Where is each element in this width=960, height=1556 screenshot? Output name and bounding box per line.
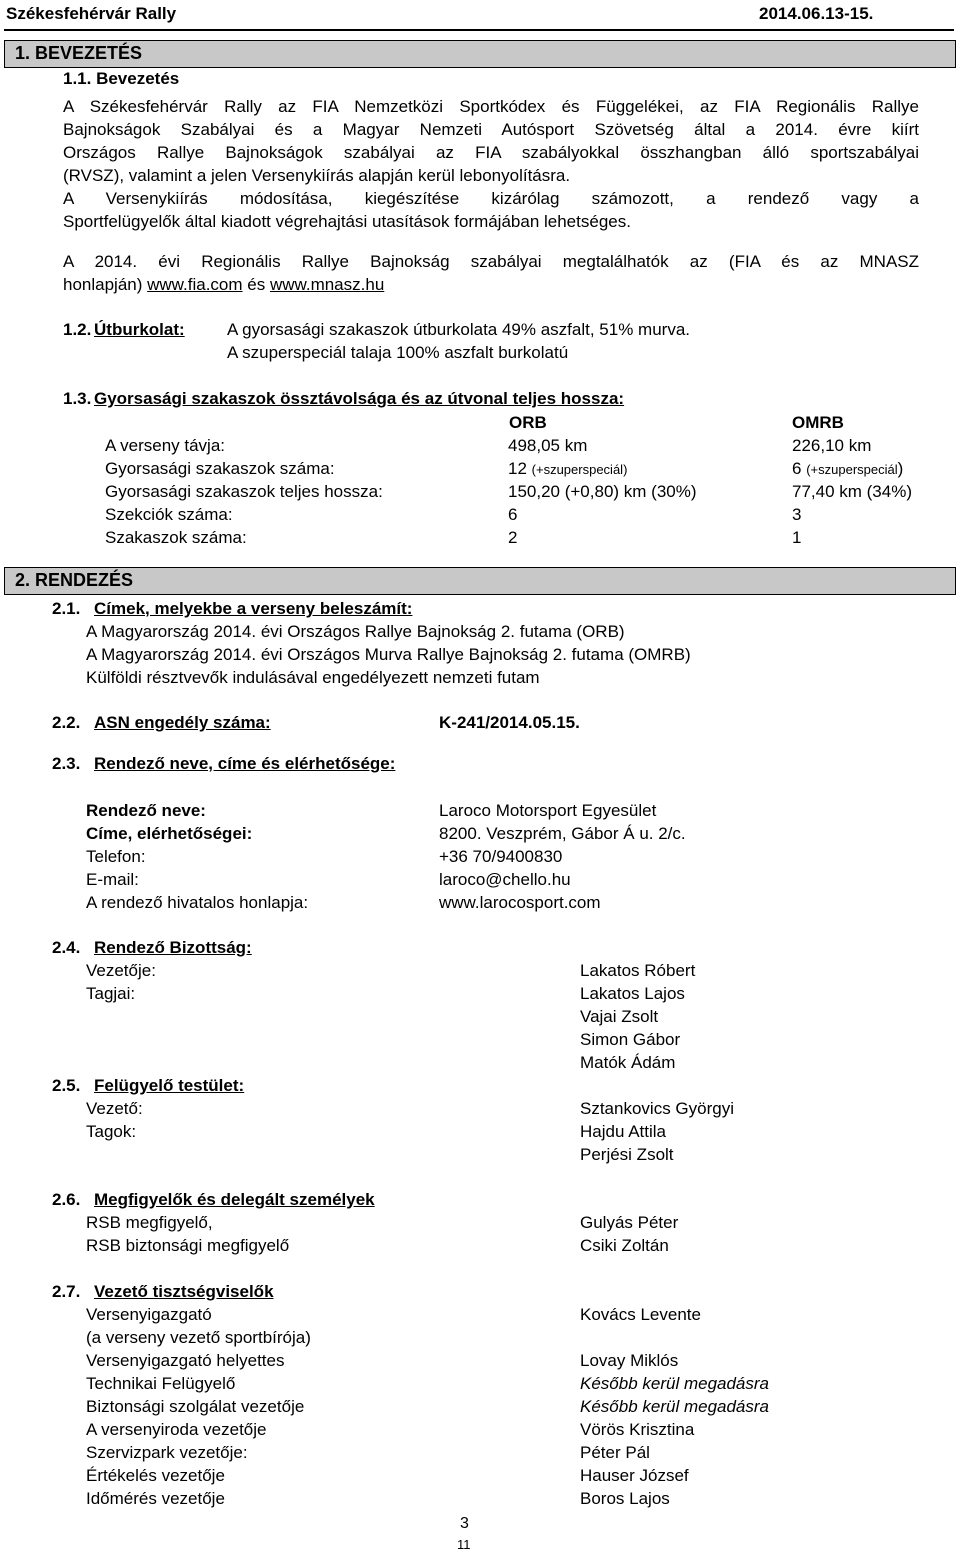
organizer-value: 8200. Veszprém, Gábor Á u. 2/c. xyxy=(439,824,686,843)
surface-line-1: A gyorsasági szakaszok útburkolata 49% aszfalt, 51% murva. xyxy=(227,320,691,339)
observer-label: RSB megfigyelő, xyxy=(86,1213,213,1232)
official-name: Boros Lajos xyxy=(580,1489,670,1508)
regulations-line-2 xyxy=(63,273,384,296)
section-2-heading-bar xyxy=(4,567,956,595)
table-row-label: Gyorsasági szakaszok száma: xyxy=(105,459,335,478)
header-rule xyxy=(4,29,954,31)
table-cell-omrb-close: ) xyxy=(897,459,904,478)
table-cell-orb: 2 xyxy=(508,528,518,547)
table-cell-omrb: 3 xyxy=(792,505,802,524)
observer-name: Csiki Zoltán xyxy=(580,1236,669,1255)
official-name: Később kerül megadásra xyxy=(580,1374,770,1393)
title-line: A Magyarország 2014. évi Országos Murva Rallye Bajnokság 2. futama (OMRB) xyxy=(86,645,691,664)
table-row-label: Gyorsasági szakaszok teljes hossza: xyxy=(105,482,383,501)
regulations-line-1: A 2014. évi Regionális Rallye Bajnokság szabályai megtalálhatók az (FIA és az MNASZ xyxy=(63,252,919,271)
official-role: Időmérés vezetője xyxy=(86,1489,225,1508)
official-name: Lovay Miklós xyxy=(580,1351,679,1370)
subsection-1-3-title: Gyorsasági szakaszok össztávolsága és az útvonal teljes hossza: xyxy=(94,389,625,408)
intro-line-1: A Székesfehérvár Rally az FIA Nemzetközi Sportkódex és Függelékei, az FIA Regionális Rallye xyxy=(63,97,919,116)
stewards-leader-label: Vezető: xyxy=(86,1099,143,1118)
header-title: Székesfehérvár Rally xyxy=(6,4,177,23)
page-total: 11 xyxy=(457,1537,471,1552)
subsection-2-5-number: 2.5. xyxy=(52,1076,81,1095)
official-role: Szervizpark vezetője: xyxy=(86,1443,248,1462)
mnasz-link[interactable]: www.mnasz.hu xyxy=(269,275,385,294)
subsection-1-3-number: 1.3. xyxy=(63,389,92,408)
table-cell-omrb-value: 6 xyxy=(792,459,802,478)
subsection-2-6-number: 2.6. xyxy=(52,1190,81,1209)
subsection-2-1-title: Címek, melyekbe a verseny beleszámít: xyxy=(94,599,413,618)
intro-line-3: Országos Rallye Bajnokságok szabályai az FIA szabályokkal összhangban álló sportszabályai xyxy=(63,143,919,162)
subsection-2-7-title: Vezető tisztségviselők xyxy=(94,1282,274,1301)
subsection-2-1-number: 2.1. xyxy=(52,599,81,618)
subsection-1-2-title: Útburkolat: xyxy=(94,320,185,339)
official-role: Technikai Felügyelő xyxy=(86,1374,236,1393)
subsection-2-4-title: Rendező Bizottság: xyxy=(94,938,252,957)
official-role: Versenyigazgató helyettes xyxy=(86,1351,285,1370)
steward-name: Perjési Zsolt xyxy=(580,1145,674,1164)
column-header-orb: ORB xyxy=(509,413,547,432)
official-name: Péter Pál xyxy=(580,1443,650,1462)
subsection-1-2-number: 1.2. xyxy=(63,320,92,339)
subsection-2-5-title: Felügyelő testület: xyxy=(94,1076,245,1095)
asn-permit-number: K-241/2014.05.15. xyxy=(439,713,580,732)
table-row-label: A verseny távja: xyxy=(105,436,226,455)
column-header-omrb: OMRB xyxy=(792,413,844,432)
organizer-value: www.larocosport.com xyxy=(439,893,601,912)
organizer-label: Telefon: xyxy=(86,847,146,866)
section-1-title: 1. BEVEZETÉS xyxy=(15,43,143,63)
official-name: Később kerül megadásra xyxy=(580,1397,770,1416)
subsection-2-2-title: ASN engedély száma: xyxy=(94,713,271,732)
organizer-label: Címe, elérhetőségei: xyxy=(86,824,253,843)
organizer-value: +36 70/9400830 xyxy=(439,847,563,866)
table-row-label: Szekciók száma: xyxy=(105,505,233,524)
official-role: Biztonsági szolgálat vezetője xyxy=(86,1397,305,1416)
subsection-1-1-title: 1.1. Bevezetés xyxy=(63,69,180,88)
intro-line-4: (RVSZ), valamint a jelen Versenykiírás alapján kerül lebonyolításra. xyxy=(63,166,571,185)
organizer-value: laroco@chello.hu xyxy=(439,870,571,889)
table-cell-omrb: 77,40 km (34%) xyxy=(792,482,912,501)
table-cell-orb: 150,20 (+0,80) km (30%) xyxy=(508,482,697,501)
committee-name: Lakatos Róbert xyxy=(580,961,696,980)
page-number: 3 xyxy=(460,1515,469,1532)
subsection-2-3-number: 2.3. xyxy=(52,754,81,773)
amendment-line-2: Sportfelügyelők által kiadott végrehajtási utasítások formájában lehetséges. xyxy=(63,212,631,231)
subsection-2-3-title: Rendező neve, címe és elérhetősége: xyxy=(94,754,396,773)
amendment-line-1: A Versenykiírás módosítása, kiegészítése kizárólag számozott, a rendező vagy a xyxy=(63,189,919,208)
fia-link[interactable]: www.fia.com xyxy=(147,275,243,294)
table-row-label: Szakaszok száma: xyxy=(105,528,247,547)
official-role: A versenyiroda vezetője xyxy=(86,1420,267,1439)
committee-members-label: Tagjai: xyxy=(86,984,136,1003)
table-cell-omrb: 1 xyxy=(792,528,802,547)
committee-name: Matók Ádám xyxy=(580,1053,676,1072)
subsection-2-4-number: 2.4. xyxy=(52,938,81,957)
official-name: Vörös Krisztina xyxy=(580,1420,695,1439)
organizer-label: E-mail: xyxy=(86,870,139,889)
organizer-value: Laroco Motorsport Egyesület xyxy=(439,801,657,820)
table-cell-orb-note: (+szuperspeciál) xyxy=(531,462,628,477)
title-line: Külföldi résztvevők indulásával engedélyezett nemzeti futam xyxy=(86,668,540,687)
steward-name: Sztankovics Györgyi xyxy=(580,1099,734,1118)
subsection-2-6-title: Megfigyelők és delegált személyek xyxy=(94,1190,375,1209)
stewards-members-label: Tagok: xyxy=(86,1122,137,1141)
table-cell-orb xyxy=(508,457,627,481)
link-conjunction: és xyxy=(242,275,270,294)
committee-leader-label: Vezetője: xyxy=(86,961,156,980)
table-cell-omrb: 226,10 km xyxy=(792,436,872,455)
observer-label: RSB biztonsági megfigyelő xyxy=(86,1236,290,1255)
table-cell-orb-value: 12 xyxy=(508,459,527,478)
official-name: Kovács Levente xyxy=(580,1305,701,1324)
table-cell-omrb-note: (+szuperspeciál xyxy=(806,462,898,477)
subsection-2-7-number: 2.7. xyxy=(52,1282,81,1301)
organizer-label: Rendező neve: xyxy=(86,801,206,820)
header-date: 2014.06.13-15. xyxy=(759,4,874,23)
section-2-title: 2. RENDEZÉS xyxy=(15,570,134,590)
regulations-line-2-text: honlapján) xyxy=(63,275,148,294)
steward-name: Hajdu Attila xyxy=(580,1122,666,1141)
table-cell-omrb xyxy=(792,457,903,481)
official-role: Értékelés vezetője xyxy=(86,1466,225,1485)
table-cell-orb: 6 xyxy=(508,505,518,524)
official-role: (a verseny vezető sportbírója) xyxy=(86,1328,311,1347)
observer-name: Gulyás Péter xyxy=(580,1213,679,1232)
intro-line-2: Bajnokságok Szabályai és a Magyar Nemzeti Autósport Szövetség által a 2014. évre kiírt xyxy=(63,120,919,139)
committee-name: Vajai Zsolt xyxy=(580,1007,659,1026)
page-header xyxy=(0,0,960,30)
committee-name: Simon Gábor xyxy=(580,1030,681,1049)
committee-name: Lakatos Lajos xyxy=(580,984,685,1003)
surface-line-2: A szuperspeciál talaja 100% aszfalt burkolatú xyxy=(227,343,569,362)
table-cell-orb: 498,05 km xyxy=(508,436,588,455)
official-role: Versenyigazgató xyxy=(86,1305,212,1324)
organizer-label: A rendező hivatalos honlapja: xyxy=(86,893,309,912)
section-1-heading-bar xyxy=(4,40,956,68)
title-line: A Magyarország 2014. évi Országos Rallye Bajnokság 2. futama (ORB) xyxy=(86,622,625,641)
official-name: Hauser József xyxy=(580,1466,689,1485)
subsection-2-2-number: 2.2. xyxy=(52,713,81,732)
